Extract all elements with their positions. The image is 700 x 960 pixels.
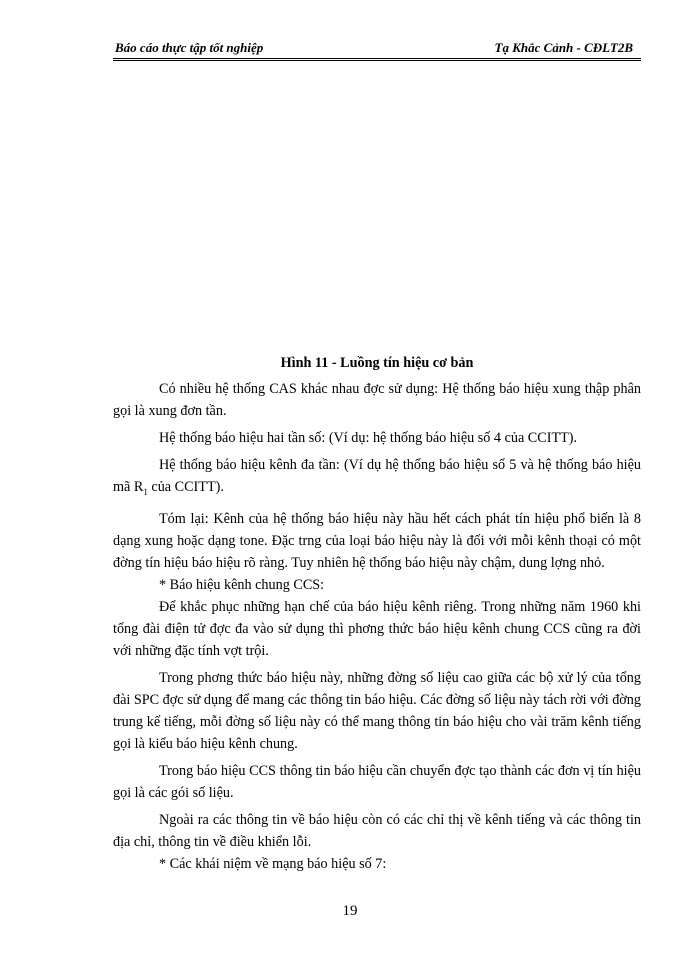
subscript-one: 1 — [143, 486, 148, 497]
figure-caption: Hình 11 - Luồng tín hiệu cơ bản — [280, 355, 474, 371]
paragraph-ss7-concepts: * Các khái niệm về mạng báo hiệu số 7: — [159, 855, 387, 872]
page-header — [113, 36, 641, 61]
paragraph-ccs-heading: * Báo hiệu kênh chung CCS: — [159, 576, 325, 593]
multi-frequency-text-end: của CCITT). — [147, 479, 224, 495]
paragraph-ccs-history: Để khắc phục những hạn chế của báo hiệu kênh riêng. Trong những năm 1960 khi tổng đài điện tử đợc đa vào sử dụng thì phơng thức báo hiệu kênh chung CCS cũng ra đời với những đặc tính vợt trội. — [113, 598, 641, 659]
paragraph-summary: Tóm lại: Kênh của hệ thống báo hiệu này hầu hết cách phát tín hiệu phổ biến là 8 dạng xung hoặc dạng tone. Đặc trng của loại báo hiệu này là đối với mỗi kênh thoại có một đờng tín hiệu báo hiệu rõ ràng. Tuy nhiên hệ thống báo hiệu này chậm, dung lợng nhỏ. — [113, 510, 641, 571]
paragraph-multi-frequency — [113, 454, 641, 503]
paragraph-cas-systems: Có nhiều hệ thống CAS khác nhau đợc sử dụng: Hệ thống báo hiệu xung thập phân gọi là xung đơn tần. — [113, 381, 641, 419]
paragraph-ccs-packets: Trong báo hiệu CCS thông tin báo hiệu cần chuyển đợc tạo thành các đơn vị tín hiệu gọi là các gói số liệu. — [113, 762, 641, 801]
document-body — [113, 352, 641, 875]
paragraph-two-frequency: Hệ thống báo hiệu hai tần số: (Ví dụ: hệ thống báo hiệu số 4 của CCITT). — [159, 430, 578, 446]
header-report-title: Báo cáo thực tập tốt nghiệp — [115, 40, 264, 55]
figure-area — [113, 70, 641, 340]
page-number: 19 — [342, 903, 358, 919]
paragraph-ccs-extra-info: Ngoài ra các thông tin về báo hiệu còn có các chỉ thị về kênh tiếng và các thông tin địa chỉ, thông tin về điều khiển lỗi. — [113, 811, 641, 850]
header-author: Tạ Khắc Cảnh - CĐLT2B — [494, 40, 633, 55]
paragraph-ccs-method: Trong phơng thức báo hiệu này, những đờng số liệu cao giữa các bộ xử lý của tổng đài SPC đợc sử dụng để mang các thông tin báo hiệu. Các đờng số liệu này tách rời với đờng trung kế tiếng, mỗi đờng số liệu này có thể mang thông tin báo hiệu cho vài trăm kênh tiếng gọi là kiểu báo hiệu kênh chung. — [113, 669, 641, 752]
multi-frequency-text: Hệ thống báo hiệu kênh đa tần: (Ví dụ hệ thống báo hiệu số 5 và hệ thống báo hiệu mã R — [113, 457, 641, 495]
